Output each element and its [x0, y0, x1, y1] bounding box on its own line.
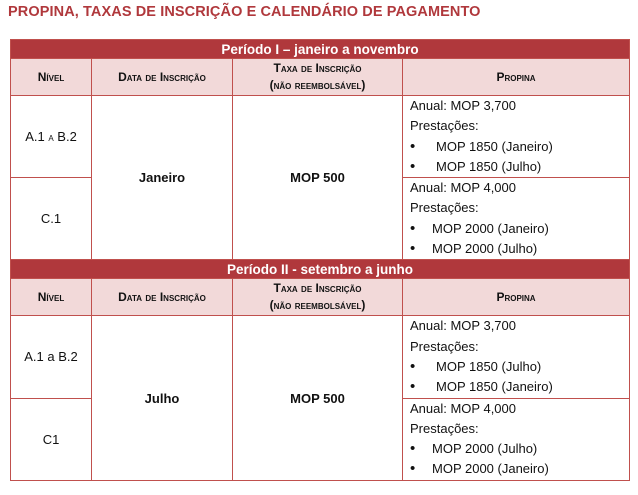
- header-taxa: [233, 59, 403, 96]
- taxa-cell: MOP 500: [233, 316, 403, 480]
- propina-anual: Anual: MOP 4,000: [410, 180, 516, 196]
- header-row: [11, 59, 630, 96]
- installment-list: [410, 439, 629, 480]
- nivel-cell: C.1: [11, 178, 92, 260]
- header-taxa-line2: (não reembolsável): [269, 78, 366, 92]
- header-propina: Propina: [403, 59, 630, 96]
- nivel-cell: C1: [11, 398, 92, 480]
- installment-item: • MOP 2000 (Janeiro): [410, 219, 629, 239]
- installment-item: • MOP 1850 (Julho): [410, 157, 629, 177]
- installment-item: • MOP 2000 (Janeiro): [410, 459, 629, 479]
- period-row: [11, 260, 630, 279]
- propina-cell: [403, 398, 630, 480]
- installment-item: • MOP 2000 (Julho): [410, 239, 629, 259]
- period-row: [11, 40, 630, 59]
- installment-list: [410, 219, 629, 260]
- propina-cell: [403, 316, 630, 398]
- installment-list: [410, 137, 629, 178]
- level-row: [11, 316, 630, 398]
- header-taxa-line1: Taxa de Inscrição: [273, 281, 362, 296]
- installment-list: [410, 357, 629, 398]
- document-title: PROPINA, TAXAS DE INSCRIÇÃO E CALENDÁRIO DE PAGAMENTO: [8, 4, 481, 20]
- nivel-cell: [11, 96, 92, 178]
- installment-item: • MOP 1850 (Janeiro): [410, 377, 629, 397]
- level-row: [11, 96, 630, 178]
- nivel-cell: A.1 a B.2: [11, 316, 92, 398]
- propina-anual: Anual: MOP 4,000: [410, 400, 516, 416]
- nivel-b: B.2: [57, 129, 77, 145]
- fees-table: [10, 39, 630, 481]
- nivel-a: A.1: [25, 129, 45, 145]
- header-nivel: Nível: [11, 59, 92, 96]
- installment-item: • MOP 2000 (Julho): [410, 439, 629, 459]
- propina-prestacoes: Prestações:: [410, 118, 479, 134]
- propina-prestacoes: Prestações:: [410, 420, 479, 436]
- header-nivel: Nível: [11, 279, 92, 316]
- nivel-connector: a: [48, 132, 54, 145]
- header-taxa-line2: (não reembolsável): [269, 298, 366, 313]
- propina-cell: [403, 178, 630, 260]
- header-taxa: [233, 279, 403, 316]
- propina-prestacoes: Prestações:: [410, 200, 479, 216]
- period-title: Período II - setembro a junho: [11, 260, 630, 279]
- propina-anual: Anual: MOP 3,700: [410, 98, 516, 113]
- propina-prestacoes: Prestações:: [410, 338, 479, 354]
- header-propina: Propina: [403, 279, 630, 316]
- header-data-inscricao: Data de Inscrição: [92, 279, 233, 316]
- taxa-cell: MOP 500: [233, 96, 403, 260]
- data-inscricao-cell: Julho: [92, 316, 233, 480]
- header-row: [11, 279, 630, 316]
- header-taxa-line1: Taxa de Inscrição: [273, 61, 362, 75]
- installment-item: • MOP 1850 (Julho): [410, 357, 629, 377]
- data-inscricao-cell: Janeiro: [92, 96, 233, 260]
- propina-anual: Anual: MOP 3,700: [410, 318, 516, 334]
- propina-cell: [403, 96, 630, 178]
- header-data-inscricao: Data de Inscrição: [92, 59, 233, 96]
- period-title: Período I – janeiro a novembro: [11, 40, 630, 59]
- installment-item: • MOP 1850 (Janeiro): [410, 137, 629, 157]
